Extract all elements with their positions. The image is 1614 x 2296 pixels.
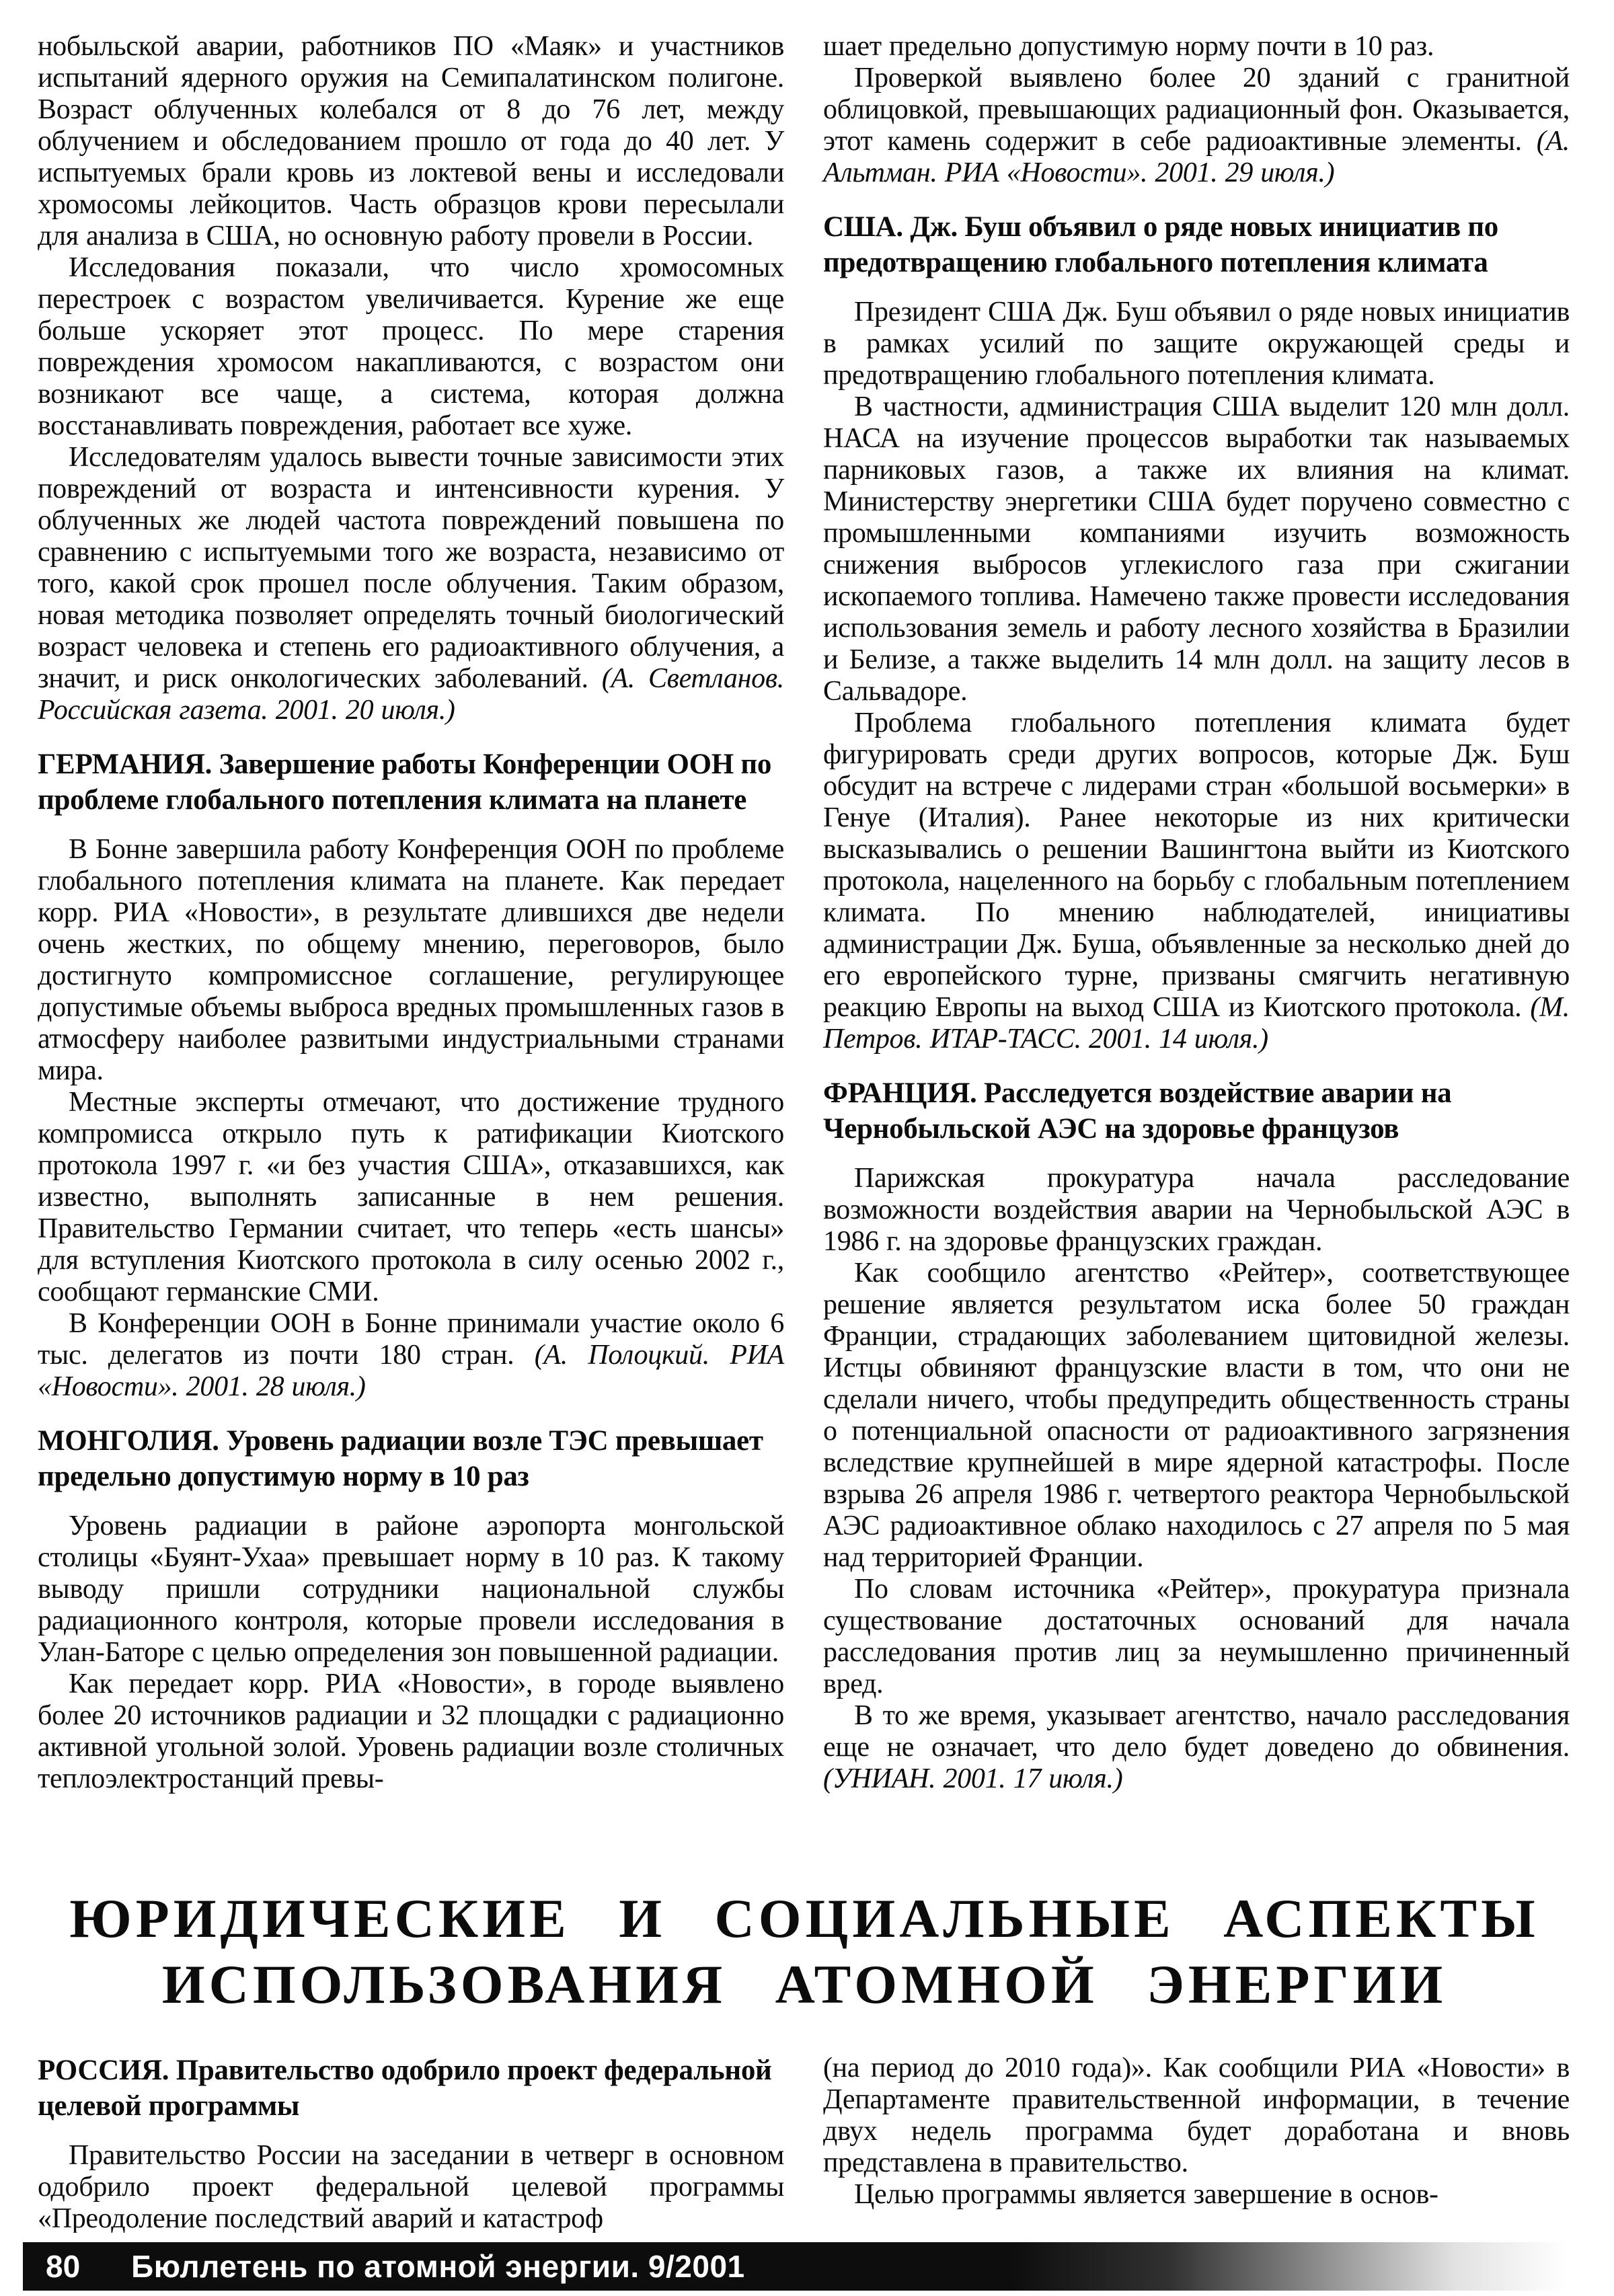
left-column xyxy=(38,31,784,1863)
paragraph-text: В Конференции ООН в Бонне принимали участие около 6 тыс. делегатов из почти 180 стран. xyxy=(38,1308,784,1371)
paragraph xyxy=(823,1258,1570,1574)
page-number: 80 xyxy=(46,2249,81,2284)
article-heading: МОНГОЛИЯ. Уровень радиации возле ТЭС превышает предельно допустимую норму в 10 раз xyxy=(38,1425,763,1492)
source-citation: (УНИАН. 2001. 17 июля.) xyxy=(823,1763,1123,1794)
footer-title: Бюллетень по атомной энергии. 9/2001 xyxy=(131,2249,745,2284)
source-citation: (А. Светланов. Российская газета. 2001. 20 июля.) xyxy=(38,663,784,726)
paragraph xyxy=(823,2053,1570,2179)
paragraph xyxy=(38,31,784,252)
paragraph-text: В частности, администрация США выделит 120 млн долл. НАСА на изучение процессов выработки так называемых парниковых газов, а также их влияния на климат. Министерству энергетики США будет поручено совместно с промышленными компаниями изучить возможность снижения выбросов углекислого газа при сжигании ископаемого топлива. Намечено также провести исследования использования земель и работу лесного хозяйства в Бразилии и Белизе, а также выделить 14 млн долл. на защиту лесов в Сальвадоре. xyxy=(823,391,1570,707)
paragraph-text: Проверкой выявлено более 20 зданий с гранитной облицовкой, превышающих радиационный фон. Оказывается, этот камень содержит в себе радиоактивные элементы. xyxy=(823,63,1570,157)
bottom-right-column xyxy=(823,2053,1570,2233)
paragraph xyxy=(38,1510,784,1669)
section-banner-line-2: ИСПОЛЬЗОВАНИЯ АТОМНОЙ ЭНЕРГИИ xyxy=(161,1954,1447,2015)
bottom-columns xyxy=(38,2053,1571,2233)
paragraph-text: Местные эксперты отмечают, что достижение трудного компромисса открыло путь к ратификации Киотского протокола 1997 г. «и без участия США», отказавшихся, как известно, выполнять записанные в нем решения. Правительство Германии считает, что теперь «есть шансы» для вступления Киотского протокола в силу осенью 2002 г., сообщают германские СМИ. xyxy=(38,1087,784,1307)
paragraph xyxy=(38,442,784,726)
article-heading: ФРАНЦИЯ. Расследуется воздействие аварии на Чернобыльской АЭС на здоровье французов xyxy=(823,1077,1452,1145)
paragraph-text: Проблема глобального потепления климата будет фигурировать среди других вопросов, которые Дж. Буш обсудит на встрече с лидерами стран «большой восьмерки» в Генуе (Италия). Ранее некоторые из них критически высказывались о решении Вашингтона выйти из Киотского протокола, нацеленного на борьбу с глобальным потеплением климата. По мнению наблюдателей, инициативы администрации Дж. Буша, объявленные за несколько дней до его европейского турне, призваны смягчить негативную реакцию Европы на выход США из Киотского протокола. xyxy=(823,707,1570,1023)
paragraph-text: Как сообщило агентство «Рейтер», соответствующее решение является результатом иска более 50 граждан Франции, страдающих заболеванием щитовидной железы. Истцы обвиняют французские власти в том, что они не сделали ничего, чтобы предупредить общественность страны о потенциальной опасности от радиоактивного загрязнения вследствие крупнейшей в мире ядерной катастрофы. После взрыва 26 апреля 1986 г. четвертого реактора Чернобыльской АЭС радиоактивное облако находилось с 27 апреля по 5 мая над территорией Франции. xyxy=(823,1258,1570,1573)
paragraph-text: Уровень радиации в районе аэропорта монгольской столицы «Буянт-Ухаа» превышает норму в 10 раз. К такому выводу пришли сотрудники национальной службы радиационного контроля, которые провели исследования в Улан-Баторе с целью определения зон повышенной радиации. xyxy=(38,1510,784,1668)
paragraph xyxy=(823,1574,1570,1700)
source-citation: (М. Петров. ИТАР-ТАСС. 2001. 14 июля.) xyxy=(823,992,1570,1055)
bottom-left-column xyxy=(38,2053,784,2233)
article-heading: ГЕРМАНИЯ. Завершение работы Конференции ООН по проблеме глобального потепления климата на планете xyxy=(38,749,772,816)
paragraph-text: нобыльской аварии, работников ПО «Маяк» и участников испытаний ядерного оружия на Семипалатинском полигоне. Возраст облученных колебался от 8 до 76 лет, между облучением и обследованием прошло от года до 40 лет. У испытуемых брали кровь из локтевой вены и исследовали хромосомы лейкоцитов. Часть образцов крови пересылали для анализа в США, но основную работу провели в России. xyxy=(38,31,784,252)
section-banner-line-1: ЮРИДИЧЕСКИЕ И СОЦИАЛЬНЫЕ АСПЕКТЫ xyxy=(69,1888,1539,1949)
paragraph-text: Правительство России на заседании в четверг в основном одобрило проект федеральной целевой программы «Преодоление последствий аварий и катастроф xyxy=(38,2140,784,2233)
paragraph xyxy=(823,1700,1570,1795)
paragraph-text: Парижская прокуратура начала расследование возможности воздействия аварии на Чернобыльской АЭС в 1986 г. на здоровье французских граждан. xyxy=(823,1163,1570,1257)
paragraph-text: Президент США Дж. Буш объявил о ряде новых инициатив в рамках усилий по защите окружающей среды и предотвращению глобального потепления климата. xyxy=(823,297,1570,391)
paragraph xyxy=(823,707,1570,1055)
paragraph xyxy=(823,63,1570,189)
paragraph xyxy=(38,252,784,442)
paragraph xyxy=(38,1669,784,1795)
paragraph-text: Как передает корр. РИА «Новости», в городе выявлено более 20 источников радиации и 32 площадки с радиационно активной угольной золой. Уровень радиации возле столичных теплоэлектростанций превы- xyxy=(38,1669,784,1794)
paragraph-text: Целью программы является завершение в основ- xyxy=(854,2179,1438,2210)
source-citation: (А. Альтман. РИА «Новости». 2001. 29 июля.) xyxy=(823,126,1570,188)
paragraph xyxy=(38,2140,784,2233)
footer-bar xyxy=(23,2242,1614,2291)
paragraph-text: Исследования показали, что число хромосомных перестроек с возрастом увеличивается. Курение же еще больше ускоряет этот процесс. По мере старения повреждения хромосом накапливаются, с возрастом они возникают все чаще, а система, которая должна восстанавливать повреждения, работает все хуже. xyxy=(38,252,784,441)
paragraph-text: (на период до 2010 года)». Как сообщили РИА «Новости» в Департаменте правительственной информации, в течение двух недель программа будет доработана и вновь представлена в правительство. xyxy=(823,2053,1570,2178)
paragraph xyxy=(38,1087,784,1308)
paragraph-text: Исследователям удалось вывести точные зависимости этих повреждений от возраста и интенсивности курения. У облученных же людей частота повреждений повышена по сравнению с испытуемыми того же возраста, независимо от того, какой срок прошел после облучения. Таким образом, новая методика позволяет определять точный биологический возраст человека и степень его радиоактивного облучения, а значит, и риск онкологических заболеваний. xyxy=(38,442,784,694)
paragraph xyxy=(38,834,784,1087)
paragraph xyxy=(823,31,1570,63)
paragraph-text: шает предельно допустимую норму почти в 10 раз. xyxy=(823,31,1434,62)
right-column xyxy=(823,31,1570,1863)
paragraph xyxy=(823,2179,1570,2211)
paragraph xyxy=(38,1308,784,1403)
paragraph xyxy=(823,297,1570,391)
article-heading: РОССИЯ. Правительство одобрило проект федеральной целевой программы xyxy=(38,2055,772,2122)
news-columns xyxy=(38,31,1571,1863)
paragraph-text: В Бонне завершила работу Конференция ООН по проблеме глобального потепления климата на планете. Как передает корр. РИА «Новости», в результате длившихся две недели очень жестких, по общему мнению, переговоров, было достигнуто компромиссное соглашение, регулирующее допустимые объемы выброса вредных промышленных газов в атмосферу наиболее развитыми индустриальными странами мира. xyxy=(38,834,784,1086)
paragraph-text: По словам источника «Рейтер», прокуратура признала существование достаточных оснований для начала расследования против лиц за неумышленно причиненный вред. xyxy=(823,1574,1570,1699)
article-heading: США. Дж. Буш объявил о ряде новых инициатив по предотвращению глобального потепления климата xyxy=(823,211,1499,278)
section-banner-title xyxy=(38,1886,1571,2018)
source-citation: (А. Полоцкий. РИА «Новости». 2001. 28 июля.) xyxy=(38,1340,784,1402)
paragraph-text: В то же время, указывает агентство, начало расследования еще не означает, что дело будет доведено до обвинения. xyxy=(823,1700,1570,1763)
paragraph xyxy=(823,1163,1570,1258)
paragraph xyxy=(823,391,1570,707)
